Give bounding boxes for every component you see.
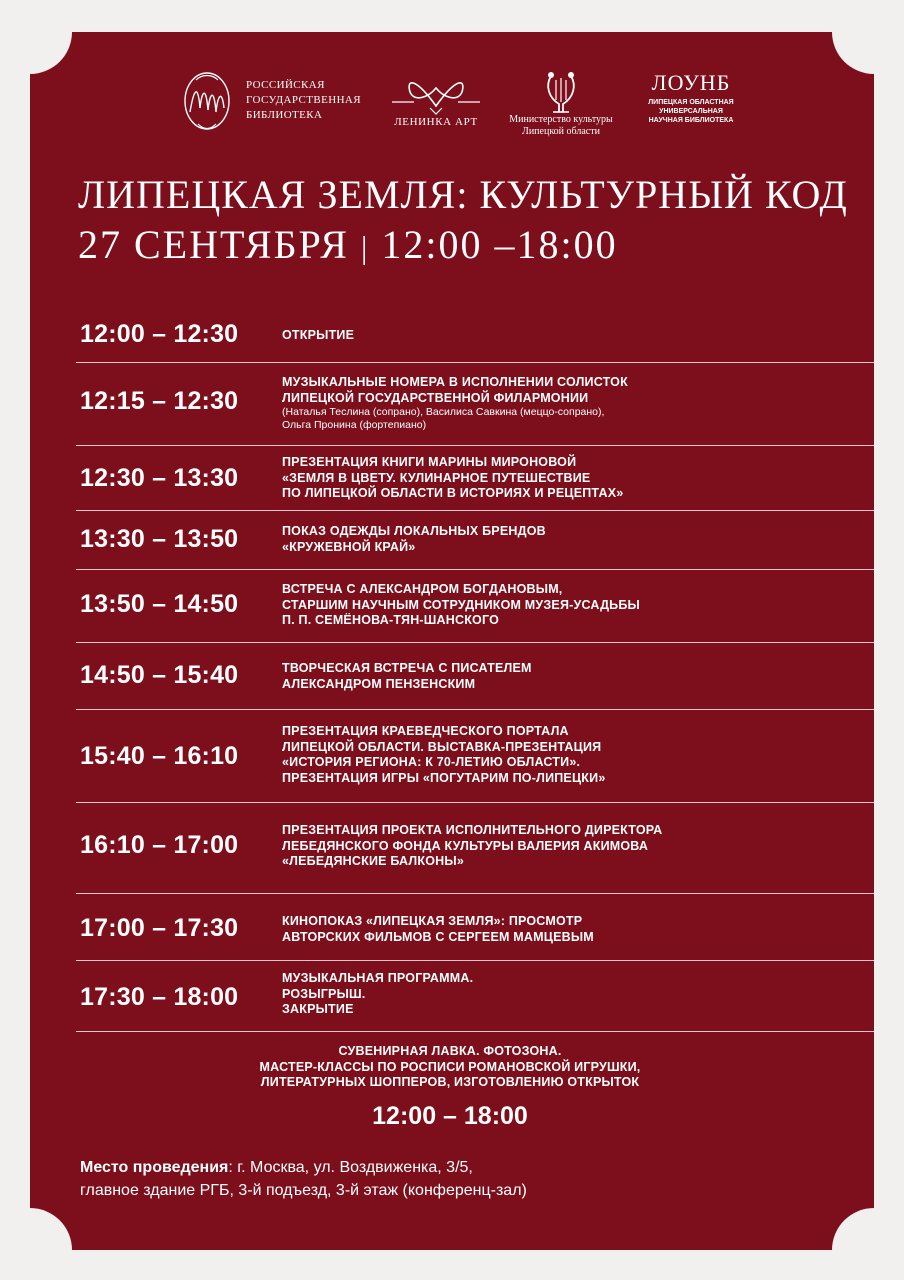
schedule-row bbox=[76, 710, 874, 803]
louniub-mark: ЛОУНБ bbox=[651, 70, 731, 95]
schedule-row bbox=[76, 803, 874, 894]
schedule-row bbox=[76, 308, 874, 363]
schedule-text: ПОКАЗ ОДЕЖДЫ ЛОКАЛЬНЫХ БРЕНДОВ «КРУЖЕВНОЙ КРАЙ» bbox=[282, 524, 546, 554]
event-datetime bbox=[78, 220, 858, 272]
schedule-text: ПРЕЗЕНТАЦИЯ КНИГИ МАРИНЫ МИРОНОВОЙ «ЗЕМЛЯ В ЦВЕТУ. КУЛИНАРНОЕ ПУТЕШЕСТВИЕ ПО ЛИПЕЦКОЙ ОБЛАСТИ В ИСТОРИЯХ И РЕЦЕПТАХ» bbox=[282, 455, 624, 500]
event-title bbox=[78, 170, 858, 272]
schedule-time: 13:50 – 14:50 bbox=[80, 590, 239, 618]
rgb-name-line: БИБЛИОТЕКА bbox=[246, 109, 323, 121]
schedule-row bbox=[76, 511, 874, 570]
venue-info bbox=[80, 1156, 780, 1202]
schedule-row bbox=[76, 643, 874, 710]
venue-address: : г. Москва, ул. Воздвиженка, 3/5, bbox=[228, 1159, 473, 1176]
rgb-logo bbox=[176, 68, 362, 134]
schedule-text: ВСТРЕЧА С АЛЕКСАНДРОМ БОГДАНОВЫМ, СТАРШИМ НАУЧНЫМ СОТРУДНИКОМ МУЗЕЯ-УСАДЬБЫ П. П. СЕМЁНОВА-ТЯН-ШАНСКОГО bbox=[282, 582, 640, 627]
schedule-text: ТВОРЧЕСКАЯ ВСТРЕЧА С ПИСАТЕЛЕМ АЛЕКСАНДРОМ ПЕНЗЕНСКИМ bbox=[282, 661, 532, 691]
event-date: 27 СЕНТЯБРЯ bbox=[78, 222, 349, 267]
schedule-time: 13:30 – 13:50 bbox=[80, 525, 239, 553]
schedule-text: ОТКРЫТИЕ bbox=[282, 328, 355, 342]
schedule-row bbox=[76, 961, 874, 1032]
schedule-time: 15:40 – 16:10 bbox=[80, 742, 239, 770]
schedule-text: ПРЕЗЕНТАЦИЯ КРАЕВЕДЧЕСКОГО ПОРТАЛА ЛИПЕЦКОЙ ОБЛАСТИ. ВЫСТАВКА-ПРЕЗЕНТАЦИЯ «ИСТОРИЯ РЕГИОНА: К 70-ЛЕТИЮ ОБЛАСТИ». ПРЕЗЕНТАЦИЯ ИГРЫ «ПОГУТАРИМ ПО-ЛИПЕЦКИ» bbox=[282, 724, 606, 785]
extra-activities: СУВЕНИРНАЯ ЛАВКА. ФОТОЗОНА. МАСТЕР-КЛАССЫ ПО РОСПИСИ РОМАНОВСКОЙ ИГРУШКИ, ЛИТЕРАТУРНЫХ ШОППЕРОВ, ИЗГОТОВЛЕНИЮ ОТКРЫТОК bbox=[259, 1044, 641, 1089]
event-time: 12:00 –18:00 bbox=[381, 222, 618, 267]
schedule-text: МУЗЫКАЛЬНЫЕ НОМЕРА В ИСПОЛНЕНИИ СОЛИСТОК ЛИПЕЦКОЙ ГОСУДАРСТВЕННОЙ ФИЛАРМОНИИ (Наталья Теслина (сопрано), Василиса Савкина (меццо-сопрано), Ольга Пронина (фортепиано) bbox=[282, 375, 872, 432]
schedule-row bbox=[76, 446, 874, 511]
schedule-time: 12:30 – 13:30 bbox=[80, 464, 239, 492]
ministry-logo bbox=[496, 68, 626, 138]
corner-cutout bbox=[30, 1208, 72, 1250]
title-separator: | bbox=[360, 229, 370, 265]
venue-label: Место проведения bbox=[80, 1159, 229, 1176]
leninka-art-logo bbox=[386, 68, 486, 128]
schedule-subtext: (Наталья Теслина (сопрано), Василиса Савкина (меццо-сопрано), Ольга Пронина (фортепиано) bbox=[282, 406, 605, 431]
rgb-name-line: ГОСУДАРСТВЕННАЯ bbox=[246, 94, 362, 106]
corner-cutout bbox=[832, 32, 874, 74]
rgb-monogram-icon bbox=[176, 68, 238, 134]
schedule-time: 16:10 – 17:00 bbox=[80, 831, 239, 859]
leninka-art-label: ЛЕНИНКА АРТ bbox=[394, 116, 478, 128]
poster-card bbox=[30, 32, 874, 1250]
schedule-time: 14:50 – 15:40 bbox=[80, 661, 239, 689]
schedule-time: 12:00 – 12:30 bbox=[80, 320, 239, 348]
schedule-row bbox=[76, 570, 874, 643]
ministry-label: Министерство культуры Липецкой области bbox=[509, 114, 613, 137]
corner-cutout bbox=[30, 32, 72, 74]
leninka-art-knot-icon bbox=[386, 68, 486, 116]
rgb-name-line: РОССИЙСКАЯ bbox=[246, 79, 325, 91]
corner-cutout bbox=[832, 1208, 874, 1250]
schedule-text: КИНОПОКАЗ «ЛИПЕЦКАЯ ЗЕМЛЯ»: ПРОСМОТР АВТОРСКИХ ФИЛЬМОВ С СЕРГЕЕМ МАМЦЕВЫМ bbox=[282, 914, 594, 944]
schedule-row bbox=[76, 363, 874, 446]
louniub-logo bbox=[636, 72, 746, 125]
venue-address-detail: главное здание РГБ, 3-й подъезд, 3-й этаж (конференц-зал) bbox=[80, 1182, 527, 1199]
schedule-text: МУЗЫКАЛЬНАЯ ПРОГРАММА. РОЗЫГРЫШ. ЗАКРЫТИЕ bbox=[282, 971, 474, 1016]
partner-logos bbox=[176, 68, 796, 140]
event-title-line: ЛИПЕЦКАЯ ЗЕМЛЯ: КУЛЬТУРНЫЙ КОД bbox=[78, 172, 848, 217]
louniub-label: ЛИПЕЦКАЯ ОБЛАСТНАЯ УНИВЕРСАЛЬНАЯ НАУЧНАЯ БИБЛИОТЕКА bbox=[648, 99, 734, 124]
schedule-time: 17:30 – 18:00 bbox=[80, 983, 239, 1011]
schedule-text: ПРЕЗЕНТАЦИЯ ПРОЕКТА ИСПОЛНИТЕЛЬНОГО ДИРЕКТОРА ЛЕБЕДЯНСКОГО ФОНДА КУЛЬТУРЫ ВАЛЕРИЯ АКИМОВА «ЛЕБЕДЯНСКИЕ БАЛКОНЫ» bbox=[282, 823, 663, 868]
ministry-lyre-icon bbox=[541, 68, 581, 114]
extra-activities-time: 12:00 – 18:00 bbox=[372, 1102, 528, 1130]
schedule-time: 12:15 – 12:30 bbox=[80, 387, 239, 415]
schedule-time: 17:00 – 17:30 bbox=[80, 914, 239, 942]
schedule-row bbox=[76, 894, 874, 961]
